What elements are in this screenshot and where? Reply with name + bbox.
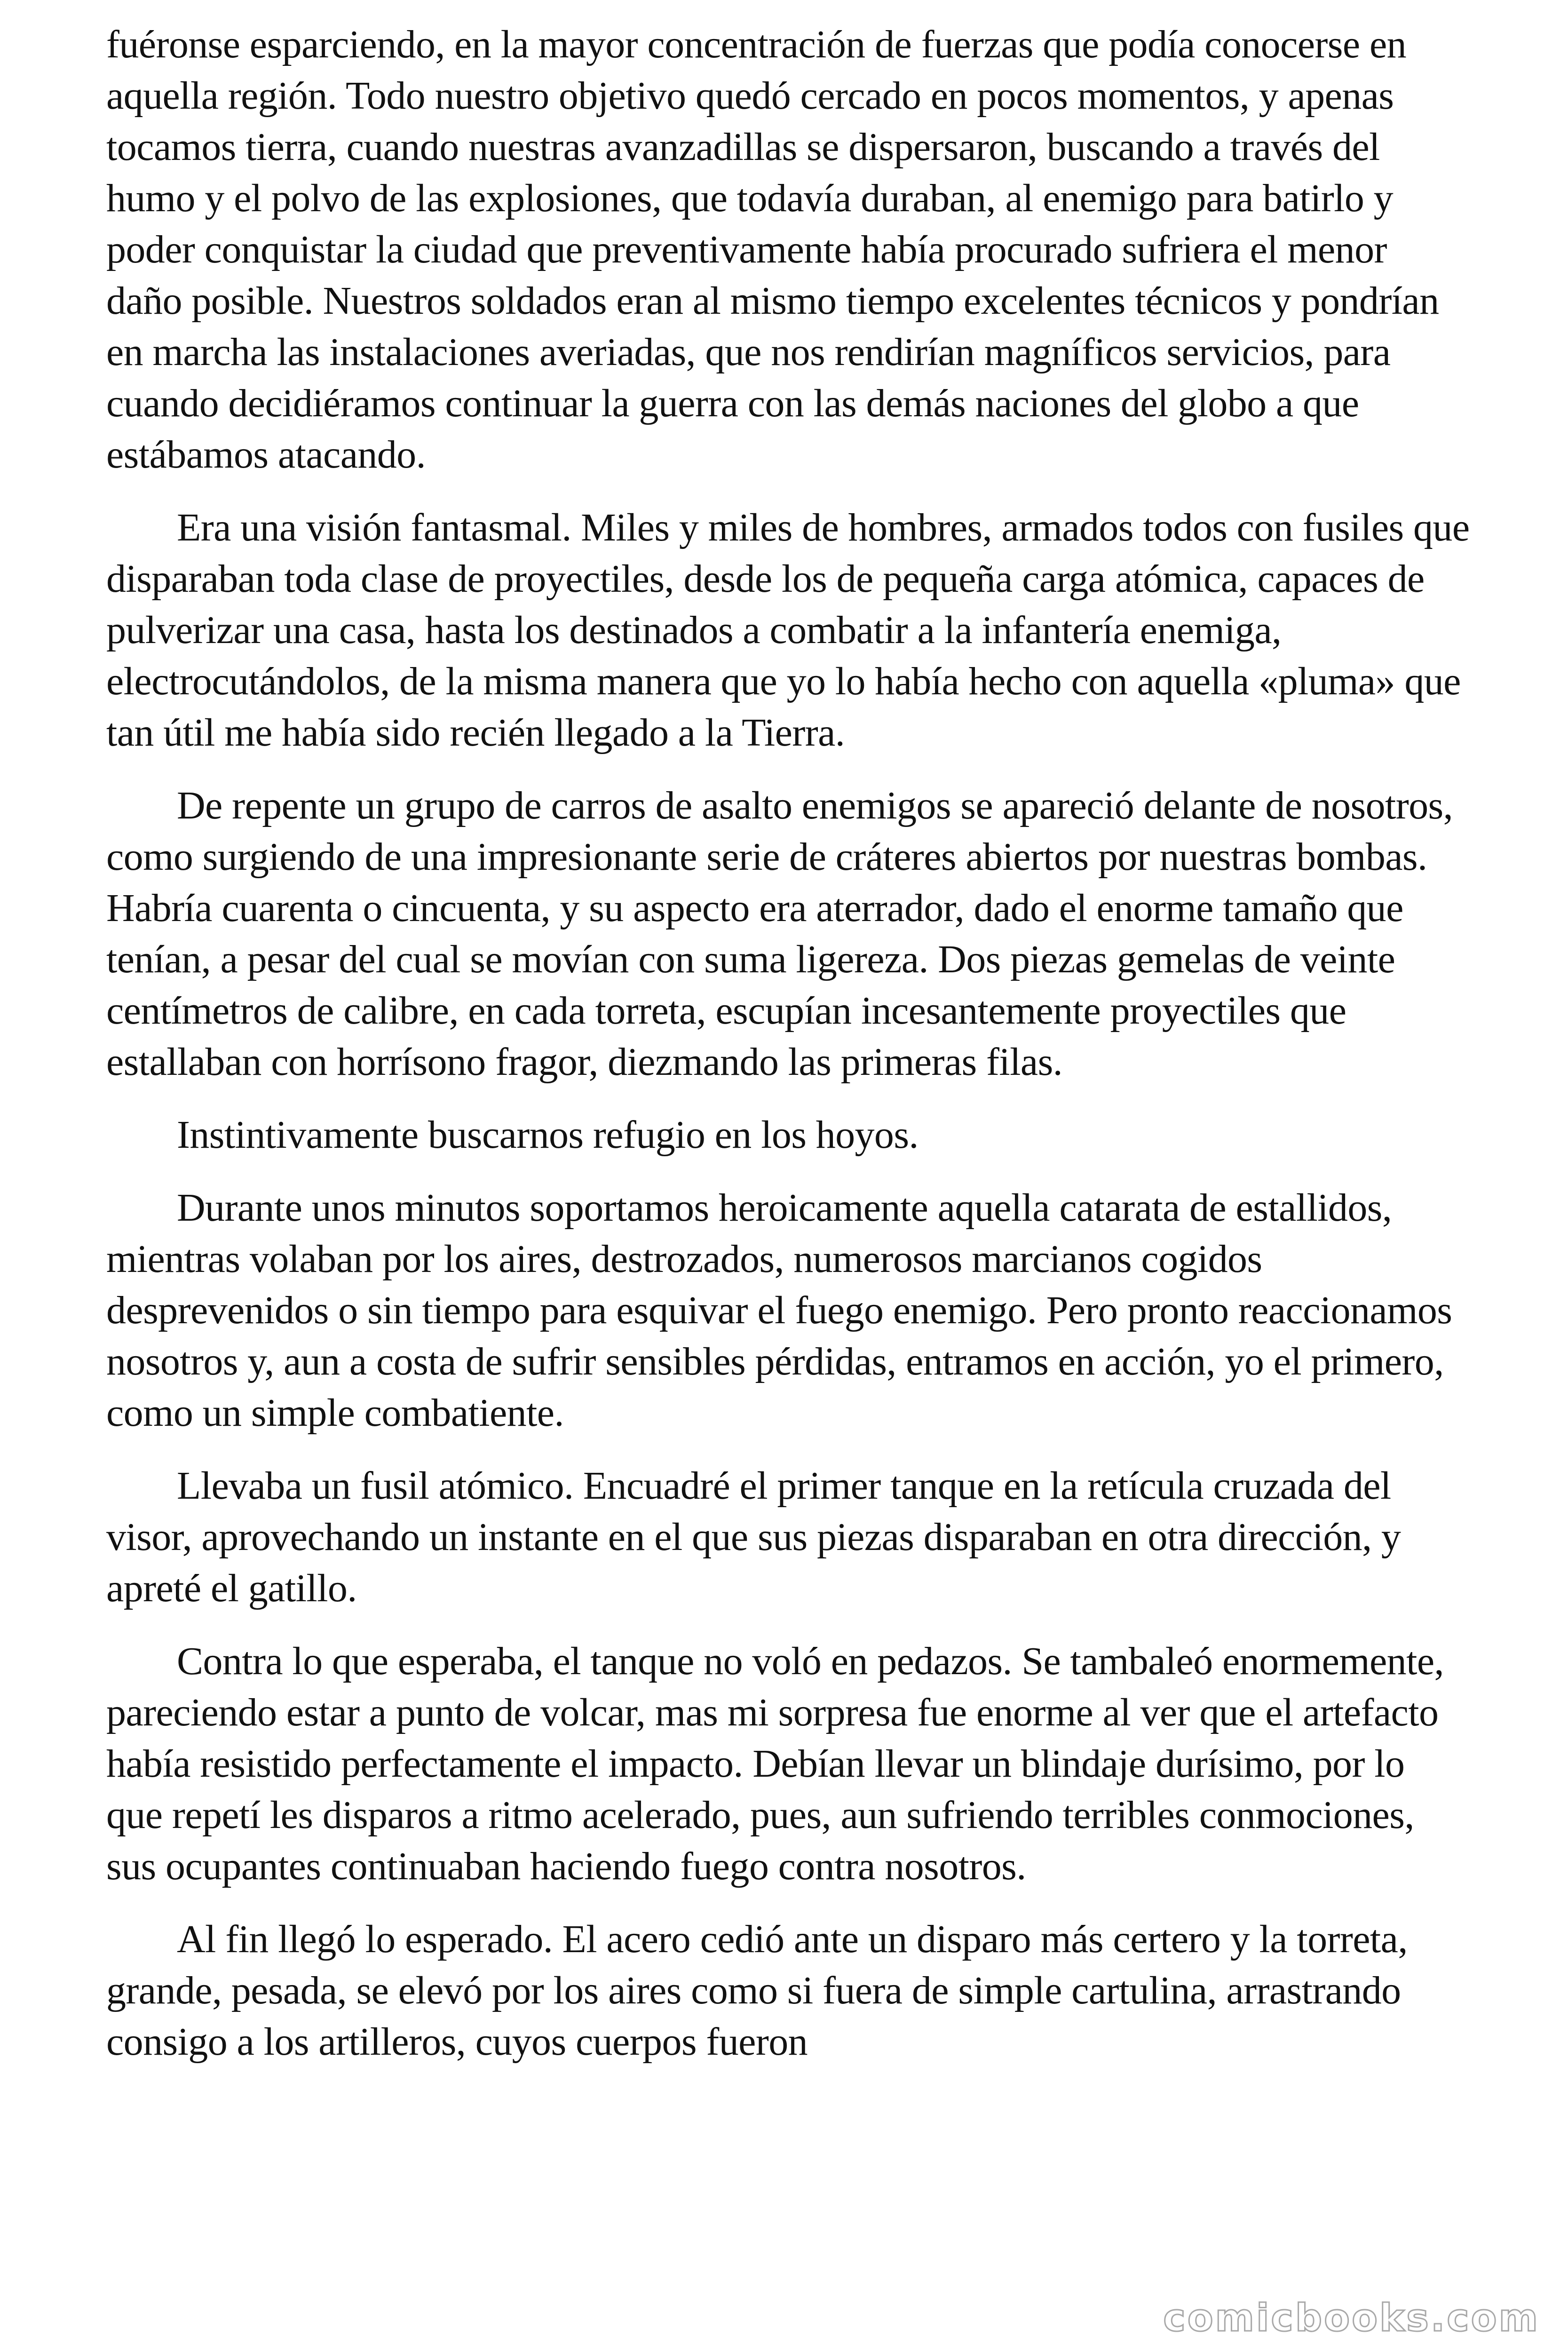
paragraph-3: De repente un grupo de carros de asalto enemigos se apareció delante de nosotros, como surgiendo de una impresionante serie de cráteres abiertos por nuestras bombas. Habría cuarenta o cincuenta, y su aspecto era aterrador, dado el enorme tamaño que tenían, a pesar del cual se movían con suma ligereza. Dos piezas gemelas de veinte centímetros de calibre, en cada torreta, escupían incesantemente proyectiles que estallaban con horrísono fragor, diezmando las primeras filas. [106, 784, 1453, 1084]
body-text [106, 19, 1470, 2089]
paragraph-4: Instintivamente buscarnos refugio en los hoyos. [177, 1113, 919, 1157]
paragraph-8: Al fin llegó lo esperado. El acero cedió ante un disparo más certero y la torreta, grande, pesada, se elevó por los aires como si fuera de simple cartulina, arrastrando consigo a los artilleros, cuyos cuerpos fueron [106, 1917, 1408, 2064]
paragraph-6: Llevaba un fusil atómico. Encuadré el primer tanque en la retícula cruzada del visor, aprovechando un instante en el que sus piezas disparaban en otra dirección, y apreté el gatillo. [106, 1464, 1401, 1610]
paragraph-2: Era una visión fantasmal. Miles y miles de hombres, armados todos con fusiles que disparaban toda clase de proyectiles, desde los de pequeña carga atómica, capaces de pulverizar una casa, hasta los destinados a combatir a la infantería enemiga, electrocutándolos, de la misma manera que yo lo había hecho con aquella «pluma» que tan útil me había sido recién llegado a la Tierra. [106, 506, 1470, 755]
watermark-logo: comicbooks.com [1163, 2296, 1540, 2340]
paragraph-1: fuéronse esparciendo, en la mayor concentración de fuerzas que podía conocerse en aquella región. Todo nuestro objetivo quedó cercado en pocos momentos, y apenas tocamos tierra, cuando nuestras avanzadillas se dispersaron, buscando a través del humo y el polvo de las explosiones, que todavía duraban, al enemigo para batirlo y poder conquistar la ciudad que preventivamente había procurado sufriera el menor daño posible. Nuestros soldados eran al mismo tiempo excelentes técnicos y pondrían en marcha las instalaciones averiadas, que nos rendirían magníficos servicios, para cuando decidiéramos continuar la guerra con las demás naciones del globo a que estábamos atacando. [106, 23, 1439, 477]
paragraph-5: Durante unos minutos soportamos heroicamente aquella catarata de estallidos, mientras volaban por los aires, destrozados, numerosos marcianos cogidos desprevenidos o sin tiempo para esquivar el fuego enemigo. Pero pronto reaccionamos nosotros y, aun a costa de sufrir sensibles pérdidas, entramos en acción, yo el primero, como un simple combatiente. [106, 1186, 1452, 1435]
paragraph-7: Contra lo que esperaba, el tanque no voló en pedazos. Se tambaleó enormemente, pareciendo estar a punto de volcar, mas mi sorpresa fue enorme al ver que el artefacto había resistido perfectamente el impacto. Debían llevar un blindaje durísimo, por lo que repetí les disparos a ritmo acelerado, pues, aun sufriendo terribles conmociones, sus ocupantes continuaban haciendo fuego contra nosotros. [106, 1639, 1444, 1888]
